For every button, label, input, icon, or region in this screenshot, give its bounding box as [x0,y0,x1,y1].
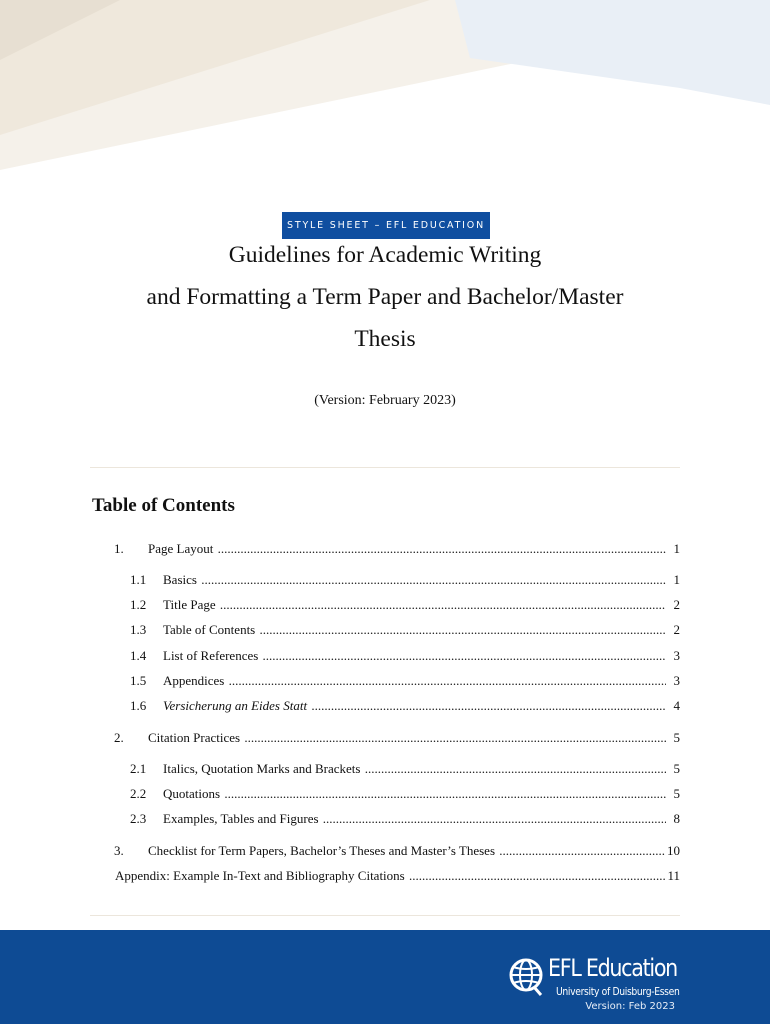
toc-entry-title: Quotations [163,786,221,801]
toc-entry[interactable] [0,672,680,690]
toc-entry-number: 2. [114,730,124,745]
toc-entry[interactable] [0,596,680,614]
toc-entry[interactable] [0,621,680,639]
toc-entry-label [148,842,666,860]
toc-entry[interactable] [0,540,680,558]
document-title-line-3: Thesis [354,326,416,352]
logo-name: EFL Education [548,954,677,982]
toc-entry-label [163,672,666,690]
document-title-line-1: Guidelines for Academic Writing [228,242,542,268]
toc-entry-number: 1.5 [130,673,147,688]
style-sheet-badge: STYLE SHEET – EFL EDUCATION [282,212,490,239]
toc-entry[interactable] [0,867,680,885]
toc-entry[interactable] [0,810,680,828]
toc-entry-label [163,596,666,614]
toc-entry-title: List of References [163,648,259,663]
toc-entry-label [163,697,666,715]
toc-entry-title: Appendices [163,673,225,688]
document-version: (Version: February 2023) [314,393,456,408]
logo-subtitle: University of Duisburg-Essen [556,986,680,998]
toc-entry-page: 10 [667,843,680,858]
toc-entry-title: Checklist for Term Papers, Bachelor’s Theses and Master’s Theses [148,843,496,858]
toc-entry[interactable] [0,697,680,715]
divider-bottom [90,915,680,916]
toc-entry-page: 5 [673,730,680,745]
toc-entry-title: Versicherung an Eides Statt [163,698,308,713]
toc-entry-page: 1 [673,572,680,587]
footer-version: Version: Feb 2023 [585,1001,675,1012]
toc-entry-number: 2.3 [130,811,147,826]
toc-entry-number: 1.6 [130,698,147,713]
toc-entry[interactable] [0,571,680,589]
toc-entry-page: 2 [673,622,680,637]
toc-entry-number: 1.3 [130,622,147,637]
toc-entry-number: 2.1 [130,761,147,776]
toc-entry-label [163,760,666,778]
toc-entry-title: Table of Contents [163,622,256,637]
toc-entry-page: 5 [673,786,680,801]
document-title-line-2: and Formatting a Term Paper and Bachelor/Master [146,284,624,310]
toc-entry-label [163,621,666,639]
toc-entry-title: Citation Practices [148,730,241,745]
toc-entry-label [148,729,666,747]
toc-entry-title: Examples, Tables and Figures [163,811,319,826]
toc-entry-page: 4 [673,698,680,713]
toc-heading: Table of Contents [92,495,235,516]
toc-entry-label [163,647,666,665]
toc-entry-number: 1.4 [130,648,147,663]
toc-entry-page: 11 [667,868,680,883]
toc-entry-number: 1. [114,541,124,556]
decorative-header-shapes [0,0,770,180]
toc-entry-label [163,571,666,589]
toc-entry-label [163,785,666,803]
toc-entry-number: 3. [114,843,124,858]
toc-entry[interactable] [0,729,680,747]
divider-top [90,467,680,468]
toc-entry-title: Appendix: Example In-Text and Bibliography Citations [115,868,405,883]
toc-entry-title: Page Layout [148,541,214,556]
toc-entry-page: 8 [673,811,680,826]
toc-entry[interactable] [0,842,680,860]
toc-entry-number: 2.2 [130,786,147,801]
toc-entry[interactable] [0,647,680,665]
toc-entry-number: 1.2 [130,597,147,612]
globe-logo-icon [508,957,544,997]
toc-entry-label [148,540,666,558]
toc-entry-page: 2 [673,597,680,612]
toc-entry-page: 3 [673,648,680,663]
toc-entry-page: 5 [673,761,680,776]
toc-entry-title: Title Page [163,597,216,612]
toc-entry-page: 1 [673,541,680,556]
toc-entry[interactable] [0,785,680,803]
toc-entry-number: 1.1 [130,572,147,587]
toc-entry-title: Basics [163,572,197,587]
toc-entry-label [163,810,666,828]
toc-entry-label [115,867,666,885]
toc-entry-title: Italics, Quotation Marks and Brackets [163,761,361,776]
toc-entry[interactable] [0,760,680,778]
toc-entry-page: 3 [673,673,680,688]
